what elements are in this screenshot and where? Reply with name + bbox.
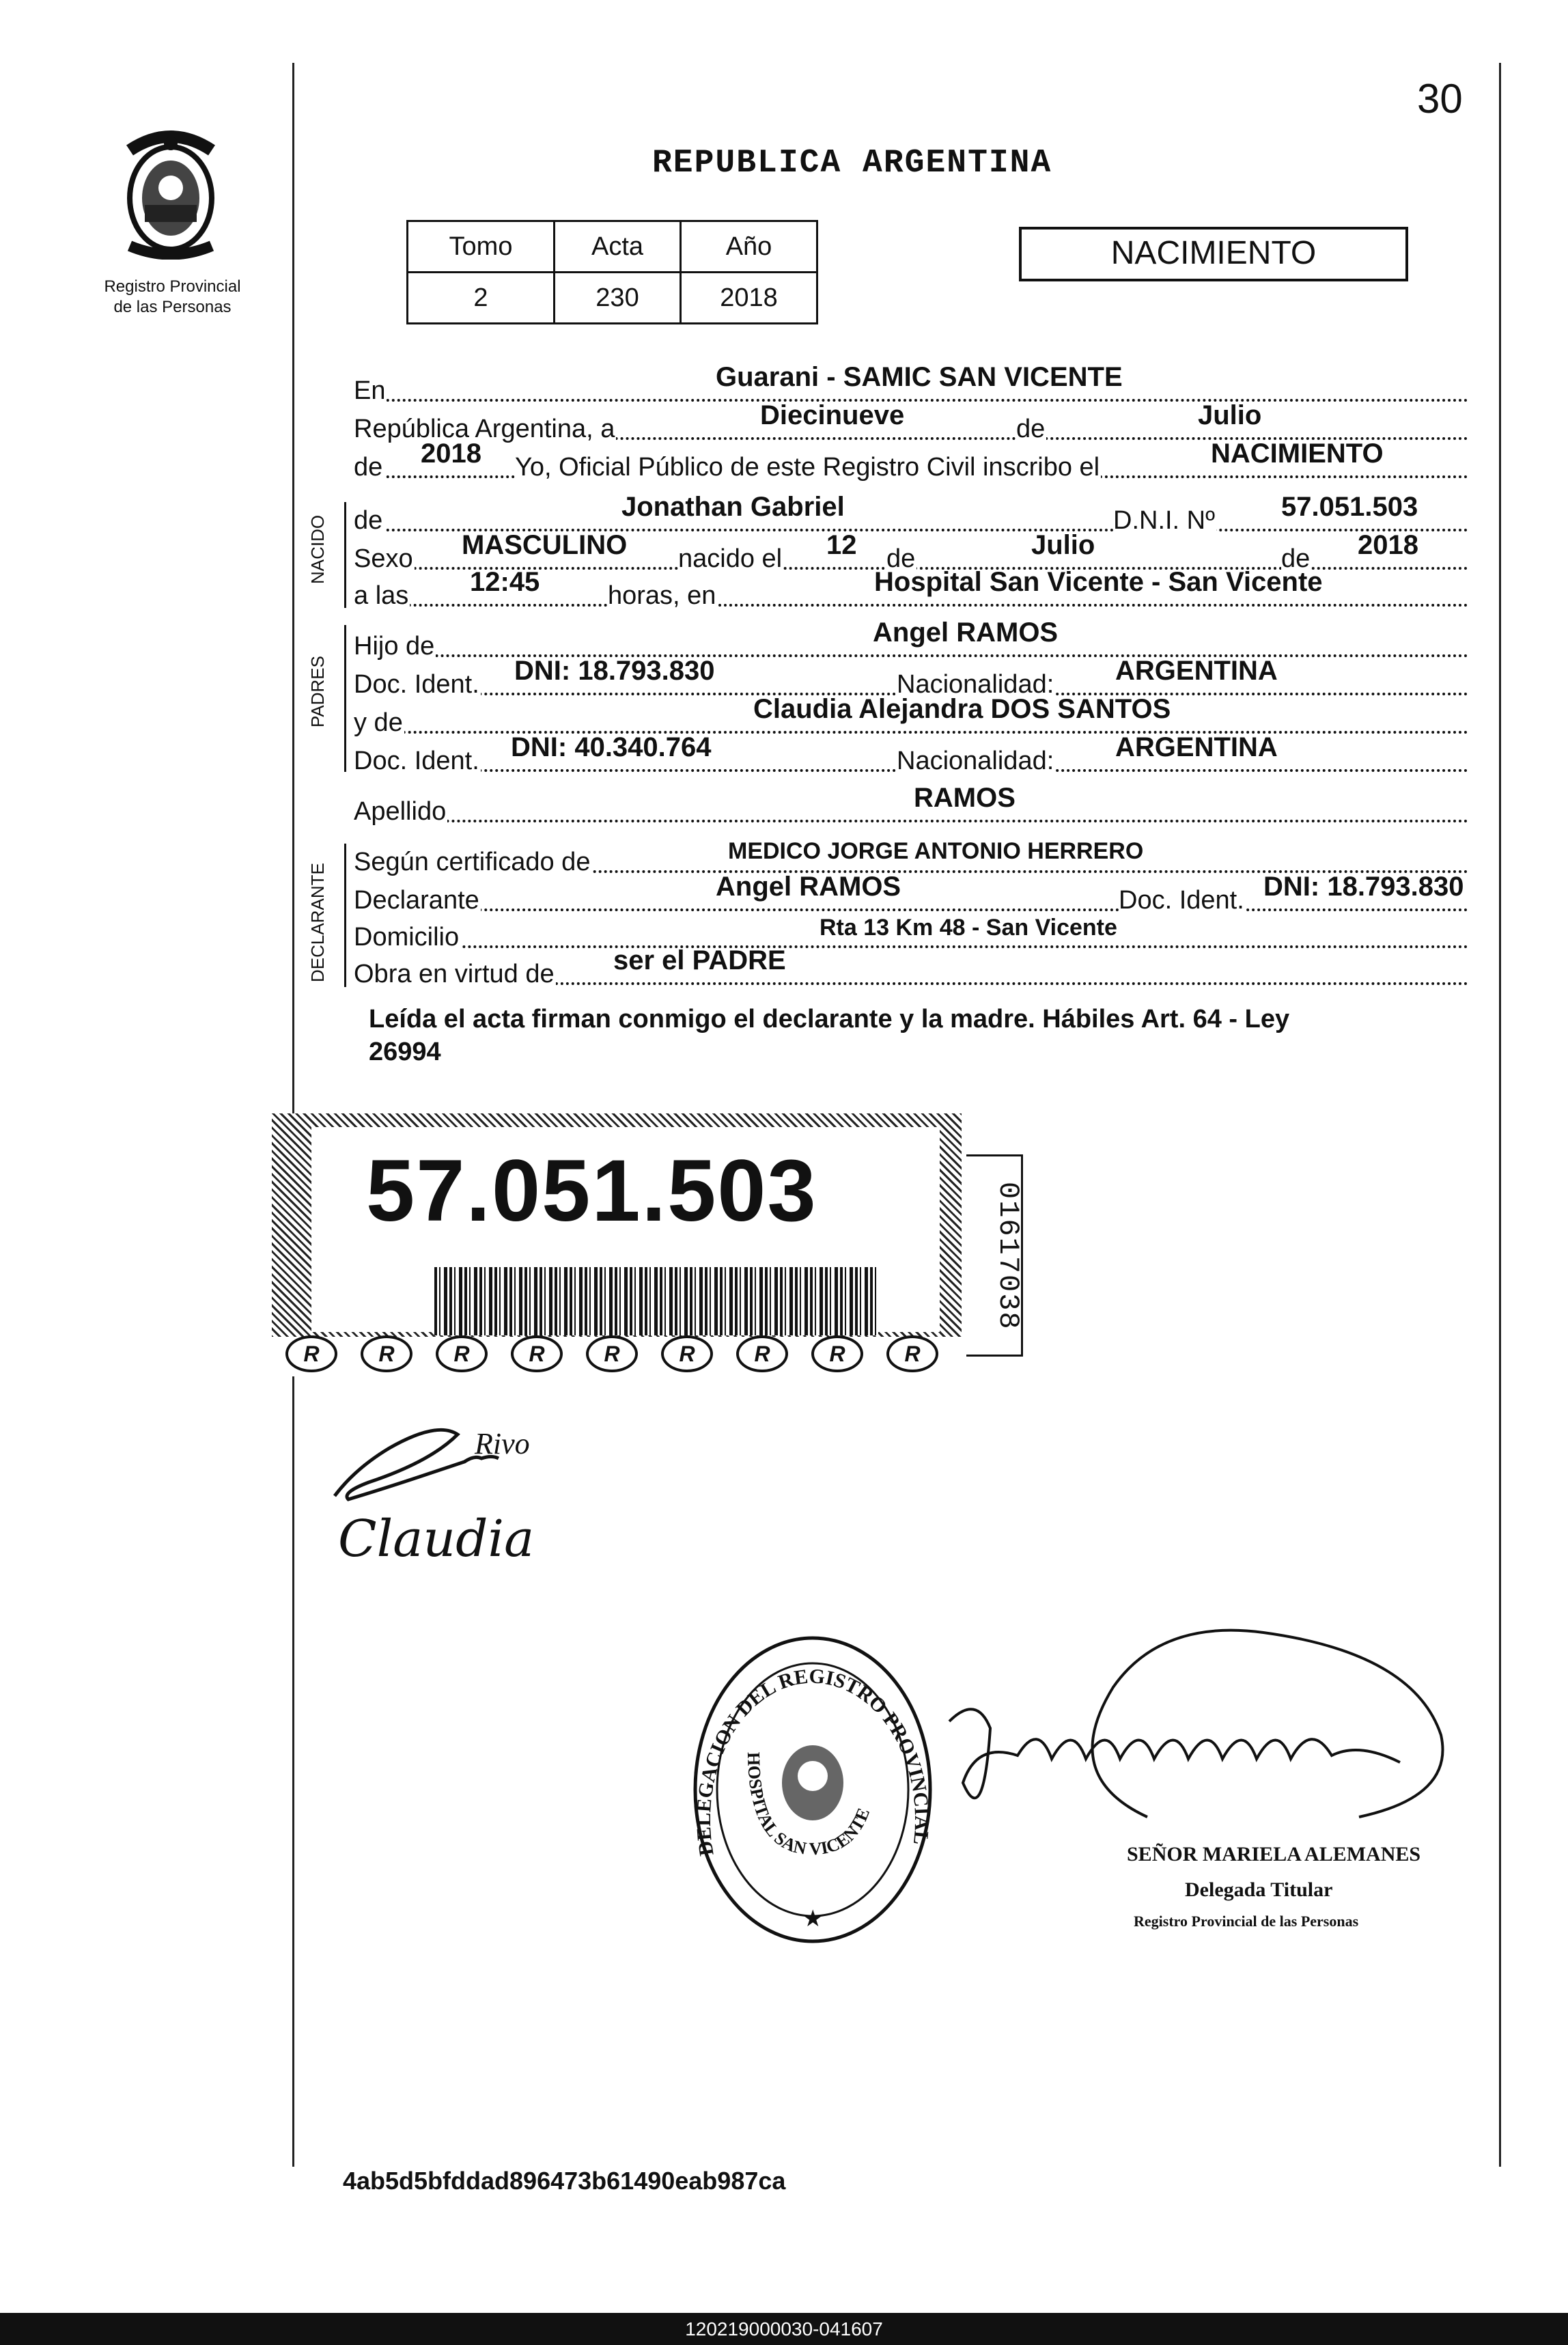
sticker-dni-number: 57.051.503 [366,1142,817,1240]
row-anio [354,439,1468,482]
row-domicilio [354,915,1468,951]
mother-signature: Claudia [338,1510,535,1568]
document-title: REPUBLICA ARGENTINA [652,145,1052,182]
label-segun-certificado: Según certificado de [354,844,591,880]
band-letter: R [736,1335,788,1372]
label-nacionalidad-madre: Nacionalidad: [897,743,1055,779]
value-padre-nac: ARGENTINA [1115,656,1278,686]
band-letter: R [436,1335,488,1372]
label-de: de [1016,411,1046,447]
label-de-nombre: de [354,503,384,538]
label-doc-ident-padre: Doc. Ident. [354,667,481,702]
value-madre-doc: DNI: 40.340.764 [511,732,712,762]
label-en: En [354,373,387,408]
label-yo-oficial: Yo, Oficial Público de este Registro Civil inscribo el [515,449,1101,485]
label-de-anio-nac: de [1281,541,1311,577]
value-domicilio: Rta 13 Km 48 - San Vicente [820,915,1117,941]
value-apellido: RAMOS [914,783,1016,813]
row-madre-doc [354,732,1468,775]
document-hash: 4ab5d5bfddad896473b61490eab987ca [343,2167,786,2195]
acta-value: 230 [555,273,681,324]
row-hora [354,567,1468,610]
stamp-outer-text: DELEGACION DEL REGISTRO PROVINCIAL [692,1665,934,1858]
official-title: Delegada Titular [1185,1878,1333,1901]
delegation-stamp [686,1629,939,1950]
label-dni: D.N.I. Nº [1113,503,1216,538]
act-type-box: NACIMIENTO [1019,227,1408,281]
acta-header: Acta [555,221,681,273]
band-letter: R [511,1335,563,1372]
tomo-value: 2 [408,273,555,324]
value-madre-nac: ARGENTINA [1115,732,1278,762]
band-letter: R [886,1335,938,1372]
row-apellido [354,783,1468,826]
band-letter: R [586,1335,638,1372]
label-doc-ident-decl: Doc. Ident. [1119,883,1246,918]
value-hora: 12:45 [470,567,540,597]
value-declarante: Angel RAMOS [716,872,901,902]
band-letter: R [811,1335,863,1372]
value-mes: Julio [1198,400,1262,430]
value-dia: Diecinueve [760,400,905,430]
footer-code: 120219000030-041607 [0,2313,1568,2345]
declarante-bracket [344,844,346,987]
anio-value: 2018 [681,273,817,324]
sticker-serial: 01617038 [992,1182,1024,1331]
value-sexo: MASCULINO [462,530,628,560]
registry-label: Registro Provincial de las Personas [104,277,241,316]
value-obra: ser el PADRE [613,945,786,975]
side-label-nacido: NACIDO [307,514,328,584]
value-dni: 57.051.503 [1281,492,1418,522]
official-name: SEÑOR MARIELA ALEMANES [1127,1843,1421,1865]
label-nacionalidad-padre: Nacionalidad: [897,667,1055,702]
label-republica: República Argentina, a [354,411,616,447]
band-letter: R [285,1335,337,1372]
dni-sticker [272,1113,962,1376]
value-certificado: MEDICO JORGE ANTONIO HERRERO [728,838,1144,864]
official-signature [936,1605,1455,1851]
serial-bracket [966,1154,1023,1357]
anio-header: Año [681,221,817,273]
value-padre: Angel RAMOS [873,618,1059,648]
value-dia-nac: 12 [826,530,857,560]
nacido-bracket [344,502,346,608]
label-domicilio: Domicilio [354,919,460,955]
label-de-anio: de [354,449,384,485]
value-anio-nac: 2018 [1358,530,1418,560]
barcode [434,1267,878,1335]
page-number: 30 [1417,76,1463,122]
note-line-1: Leída el acta firman conmigo el declarante y la madre. Hábiles Art. 64 - Ley [369,1005,1290,1033]
side-label-declarante: DECLARANTE [307,863,328,982]
label-y-de: y de [354,705,404,740]
band-letter: R [661,1335,713,1372]
side-label-padres: PADRES [307,656,328,727]
value-anio: 2018 [421,439,481,469]
row-obra [354,945,1468,988]
label-de-mes: de [886,541,916,577]
value-mes-nac: Julio [1031,530,1095,560]
label-declarante: Declarante [354,883,481,918]
stamp-inner-text: HOSPITAL SAN VICENTE [743,1751,874,1859]
label-obra-en-virtud: Obra en virtud de [354,956,556,992]
official-subtitle: Registro Provincial de las Personas [1134,1913,1359,1930]
label-sexo: Sexo [354,541,415,577]
value-padre-doc: DNI: 18.793.830 [514,656,715,686]
label-apellido: Apellido [354,794,447,829]
father-signature [328,1407,553,1510]
value-madre: Claudia Alejandra DOS SANTOS [753,694,1171,724]
record-table [406,220,818,324]
value-lugar: Guarani - SAMIC SAN VICENTE [716,362,1123,392]
provincial-seal [102,123,239,260]
value-lugar-nac: Hospital San Vicente - San Vicente [874,567,1323,597]
note-line-2: 26994 [369,1038,441,1066]
band-letter: R [361,1335,412,1372]
closing-note [369,1003,1475,1068]
value-nombre: Jonathan Gabriel [621,492,845,522]
value-declarante-doc: DNI: 18.793.830 [1263,872,1464,902]
sticker-band [272,1337,962,1376]
row-lugar [354,362,1468,405]
tomo-header: Tomo [408,221,555,273]
value-acto: NACIMIENTO [1211,439,1384,469]
label-a-las: a las [354,578,410,613]
label-horas-en: horas, en [608,578,717,613]
label-doc-ident-madre: Doc. Ident. [354,743,481,779]
padres-bracket [344,625,346,772]
right-margin-line [1499,63,1501,2167]
label-hijo-de: Hijo de [354,628,436,664]
row-declarante [354,872,1468,915]
father-signature-text: Rivo [475,1427,530,1460]
label-nacido-el: nacido el [678,541,783,577]
svg-text:★: ★ [802,1906,824,1932]
